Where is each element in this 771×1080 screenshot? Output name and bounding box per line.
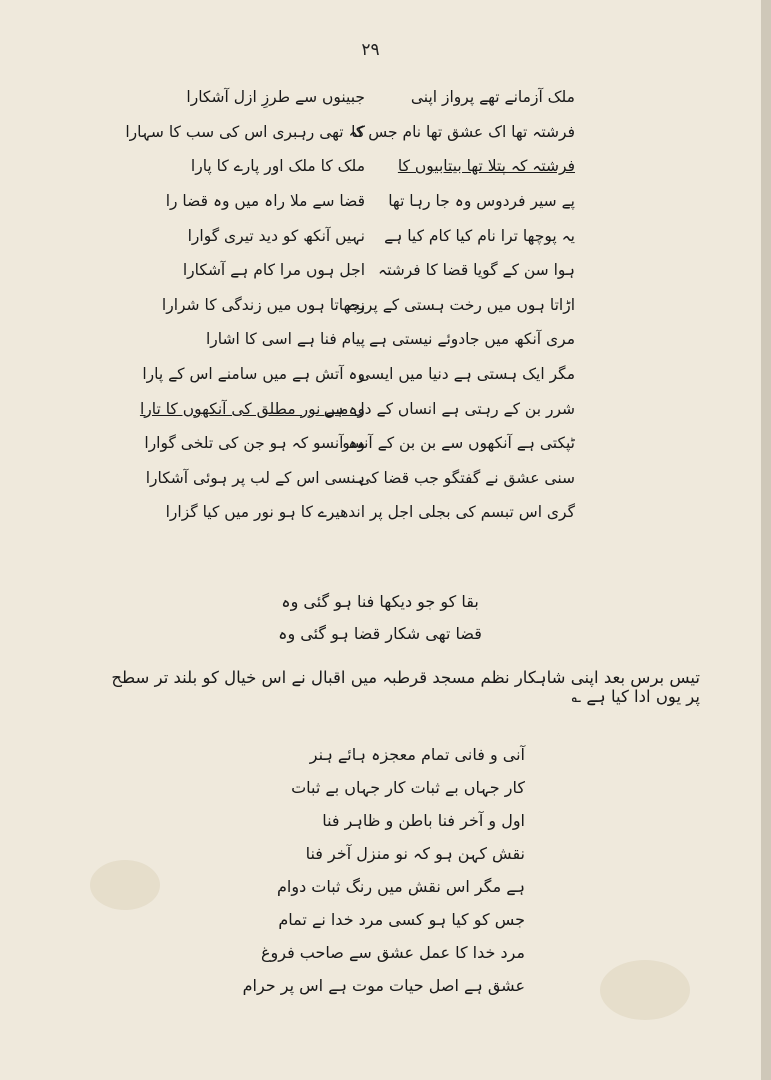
couplet-row	[145, 461, 575, 496]
second-hemistich: اجل ہوں مرا کام ہے آشکارا	[182, 261, 365, 280]
second-hemistich: ملک کا ملک اور پارے کا پارا	[190, 157, 365, 176]
couplet-row	[139, 391, 575, 426]
first-hemistich: سنی عشق نے گفتگو جب قضا کی	[358, 468, 575, 487]
couplet-row	[142, 357, 575, 392]
couplet-row	[165, 495, 575, 530]
poem-line: کار جہاں بے ثبات کار جہاں بے ثبات	[291, 778, 525, 797]
second-hemistich: جبینوں سے طرزِ ازل آشکارا	[186, 88, 365, 107]
verse-couplets	[125, 80, 575, 530]
poem-line: جس کو کیا ہو کسی مرد خدا نے تمام	[278, 910, 525, 929]
second-hemistich: کہ تھی رہبری اس کی سب کا سہارا	[125, 122, 365, 141]
first-hemistich: فرشتہ کہ پتلا تھا بیتابیوں کا	[397, 157, 575, 176]
second-hemistich: وہ ہے نور مطلق کی آنکھوں کا تارا	[139, 399, 365, 418]
couplet-row	[187, 218, 575, 253]
paper-stain	[90, 860, 160, 910]
second-hemistich: نہیں آنکھ کو دید تیری گوارا	[187, 226, 365, 245]
closing-line: قضا تھی شکار قضا ہو گئی وہ	[278, 624, 482, 643]
poem-line: مرد خدا کا عمل عشق سے صاحب فروغ	[260, 943, 525, 962]
couplet-row	[125, 115, 575, 150]
first-hemistich: مگر ایک ہستی ہے دنیا میں ایسی	[358, 364, 575, 383]
poem-line: عشق ہے اصل حیات موت ہے اس پر حرام	[242, 976, 525, 995]
poem-line: اول و آخر فنا باطن و ظاہر فنا	[322, 811, 525, 830]
poem-line: ہے مگر اس نقش میں رنگ ثبات دوام	[276, 877, 525, 896]
first-hemistich: فرشتہ تھا اک عشق تھا نام جس کا	[351, 122, 575, 141]
second-hemistich: وہ آنسو کہ ہو جن کی تلخی گوارا	[144, 434, 365, 453]
couplet-row	[190, 149, 575, 184]
couplet-row	[161, 288, 575, 323]
couplet-row	[186, 80, 575, 115]
page-number: ۲۹	[361, 40, 380, 60]
second-hemistich: قضا سے ملا راہ میں وہ قضا را	[165, 192, 365, 210]
first-hemistich: شرر بن کے رہتی ہے انساں کے دل میں	[323, 399, 575, 418]
poem-line: آنی و فانی تمام معجزہ ہائے ہنر	[309, 745, 525, 764]
first-hemistich: مری آنکھ میں جادوئے نیستی ہے	[368, 330, 575, 349]
prose-paragraph: تیس برس بعد اپنی شاہکار نظم مسجد قرطبہ میں اقبال نے اس خیال کو بلند تر سطح پر یوں ادا کیا ہے ؎	[111, 668, 700, 706]
quoted-poem	[242, 745, 525, 1009]
closing-couplet	[200, 592, 560, 656]
poem-line: نقش کہن ہو کہ نو منزل آخر فنا	[305, 844, 525, 863]
paper-stain	[600, 960, 690, 1020]
couplet-row	[182, 253, 575, 288]
first-hemistich: ملک آزمانے تھے پرواز اپنی	[410, 88, 575, 107]
second-hemistich: ہنسی اس کے لب پر ہوئی آشکارا	[145, 468, 365, 487]
couplet-row	[165, 184, 575, 219]
first-hemistich: پے سیر فردوس وہ جا رہا تھا	[388, 192, 575, 210]
first-hemistich: ہوا سن کے گویا قضا کا فرشتہ	[377, 261, 575, 280]
closing-line: بقا کو جو دیکھا فنا ہو گئی وہ	[281, 592, 479, 611]
couplet-row	[144, 426, 575, 461]
second-hemistich: پیام فنا ہے اسی کا اشارا	[205, 330, 365, 349]
second-hemistich: بجھاتا ہوں میں زندگی کا شرارا	[161, 295, 365, 314]
couplet-row	[195, 322, 575, 357]
second-hemistich: اندھیرے کا ہو نور میں کیا گزارا	[165, 503, 365, 522]
first-hemistich: گری اس تبسم کی بجلی اجل پر	[369, 503, 575, 522]
second-hemistich: وہ آتش ہے میں سامنے اس کے پارا	[142, 364, 365, 383]
first-hemistich: اڑاتا ہوں میں رخت ہستی کے پرزے	[348, 295, 575, 314]
first-hemistich: ٹپکتی ہے آنکھوں سے بن بن کے آنسو	[342, 434, 575, 453]
first-hemistich: یہ پوچھا ترا نام کیا کام کیا ہے	[384, 226, 575, 245]
